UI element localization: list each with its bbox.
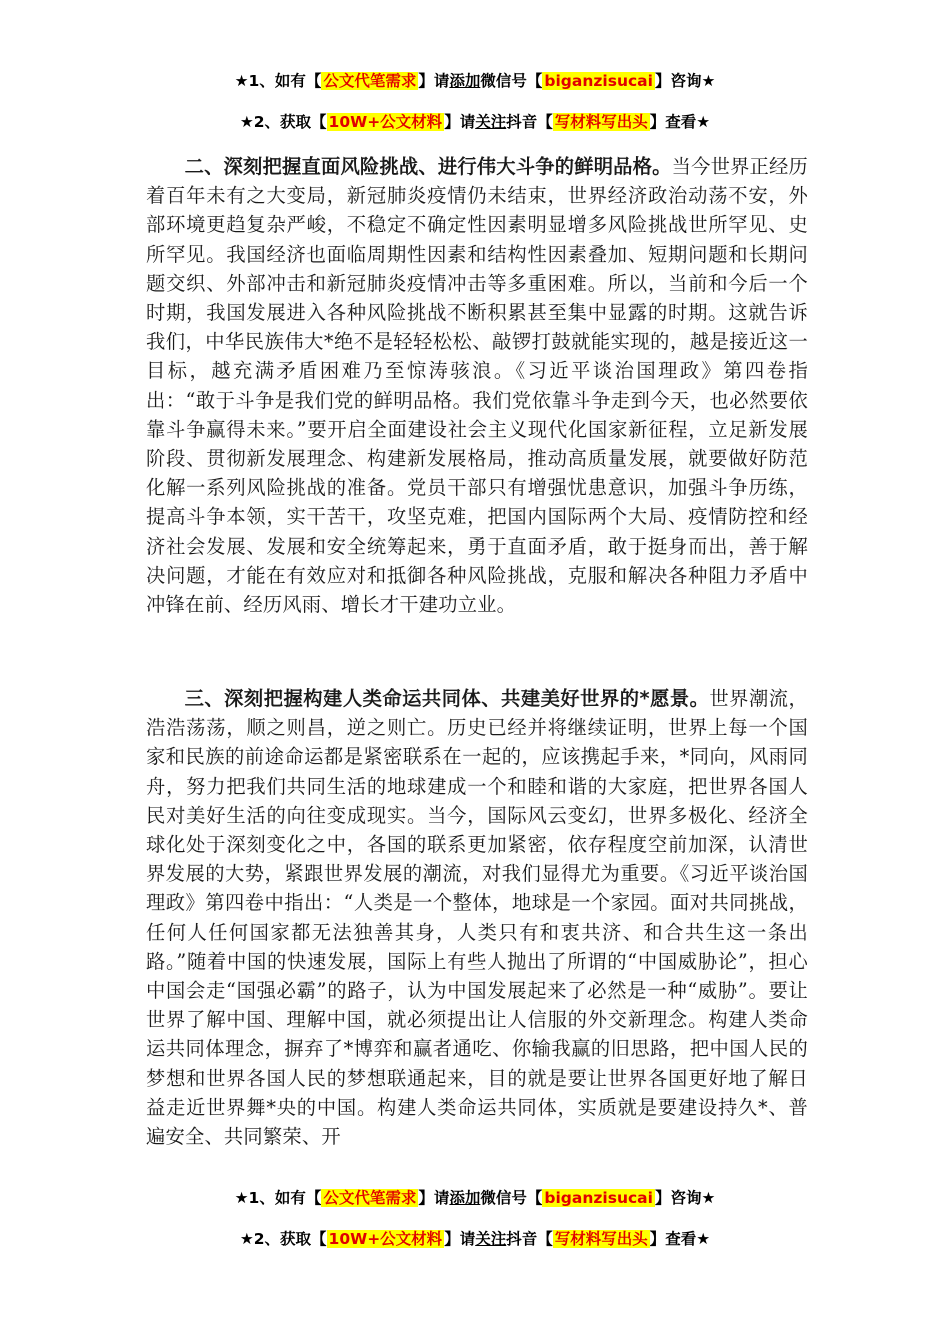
highlight-materials: 10W+公文材料 (328, 1230, 443, 1248)
highlight-wechat-id: biganzisucai (544, 1189, 653, 1207)
banner-text: 1、如有【 (248, 72, 322, 90)
star-icon: ★ (696, 1230, 711, 1248)
banner-text: 】查看 (649, 113, 697, 131)
footer-banner-line-2 (0, 1228, 950, 1250)
section-2-heading: 二、深刻把握直面风险挑战、进行伟大斗争的鲜明品格。 (184, 155, 672, 178)
star-icon: ★ (701, 72, 716, 90)
banner-text: 】查看 (649, 1230, 697, 1248)
star-icon: ★ (701, 1189, 716, 1207)
underlined-add: 添加 (449, 72, 481, 90)
star-icon: ★ (234, 72, 249, 90)
star-icon: ★ (239, 1230, 254, 1248)
highlight-materials: 10W+公文材料 (328, 113, 443, 131)
paragraph-section-3 (146, 684, 808, 1151)
banner-text: 】咨询 (654, 1189, 702, 1207)
highlight-douyin-account: 写材料写出头 (554, 1230, 648, 1248)
header-banner-line-2 (0, 111, 950, 133)
banner-text: 微信号【 (480, 72, 543, 90)
underlined-follow: 关注 (475, 1230, 507, 1248)
banner-text: 】请 (444, 1230, 476, 1248)
banner-text: 2、获取【 (253, 1230, 327, 1248)
highlight-ghostwriting: 公文代笔需求 (323, 1189, 417, 1207)
banner-text: 】请 (418, 72, 450, 90)
star-icon: ★ (239, 113, 254, 131)
banner-text: 】咨询 (654, 72, 702, 90)
section-3-body: 世界潮流，浩浩荡荡，顺之则昌，逆之则亡。历史已经并将继续证明，世界上每一个国家和民族的前途命运都是紧密联系在一起的，应该携起手来，*同向，风雨同舟，努力把我们共同生活的地球建成一个和睦和谐的大家庭，把世界各国人民对美好生活的向往变成现实。当今，国际风云变幻，世界多极化、经济全球化处于深刻变化之中，各国的联系更加紧密，依存程度空前加深，认清世界发展的大势，紧跟世界发展的潮流，对我们显得尤为重要。《习近平谈治国理政》第四卷中指出：“人类是一个整体，地球是一个家园。面对共同挑战，任何人任何国家都无法独善其身，人类只有和衷共济、和合共生这一条出路。”随着中国的快速发展，国际上有些人抛出了所谓的“中国威胁论”，担心中国会走“国强必霸”的路子，认为中国发展起来了必然是一种“威胁”。要让世界了解中国、理解中国，就必须提出让人信服的外交新理念。构建人类命运共同体理念，摒弃了*博弈和赢者通吃、你输我赢的旧思路，把中国人民的梦想和世界各国人民的梦想联通起来，目的就是要让世界各国更好地了解日益走近世界舞*央的中国。构建人类命运共同体，实质就是要建设持久*、普遍安全、共同繁荣、开 (146, 687, 808, 1149)
banner-text: 2、获取【 (253, 113, 327, 131)
footer-banner-line-1 (0, 1187, 950, 1209)
highlight-douyin-account: 写材料写出头 (554, 113, 648, 131)
banner-text: 1、如有【 (248, 1189, 322, 1207)
section-2-body: 当今世界正经历着百年未有之大变局，新冠肺炎疫情仍未结束，世界经济政治动荡不安，外部环境更趋复杂严峻，不稳定不确定性因素明显增多风险挑战世所罕见、史所罕见。我国经济也面临周期性因素和结构性因素叠加、短期问题和长期问题交织、外部冲击和新冠肺炎疫情冲击等多重困难。所以，当前和今后一个时期，我国发展进入各种风险挑战不断积累甚至集中显露的时期。这就告诉我们，中华民族伟大*绝不是轻轻松松、敲锣打鼓就能实现的，越是接近这一目标，越充满矛盾困难乃至惊涛骇浪。《习近平谈治国理政》第四卷指出：“敢于斗争是我们党的鲜明品格。我们党依靠斗争走到今天，也必然要依靠斗争赢得未来。”要开启全面建设社会主义现代化国家新征程，立足新发展阶段、贯彻新发展理念、构建新发展格局，推动高质量发展，就要做好防范化解一系列风险挑战的准备。党员干部只有增强忧患意识，加强斗争历练，提高斗争本领，实干苦干，攻坚克难，把国内国际两个大局、疫情防控和经济社会发展、发展和安全统筹起来，勇于直面矛盾，敢于挺身而出，善于解决问题，才能在有效应对和抵御各种风险挑战，克服和解决各种阻力矛盾中冲锋在前、经历风雨、增长才干建功立业。 (146, 155, 808, 617)
paragraph-section-2 (146, 152, 808, 619)
banner-text: 】请 (444, 113, 476, 131)
highlight-ghostwriting: 公文代笔需求 (323, 72, 417, 90)
banner-text: 抖音【 (506, 113, 553, 131)
highlight-wechat-id: biganzisucai (544, 72, 653, 90)
star-icon: ★ (696, 113, 711, 131)
banner-text: 抖音【 (506, 1230, 553, 1248)
underlined-follow: 关注 (475, 113, 507, 131)
banner-text: 微信号【 (480, 1189, 543, 1207)
star-icon: ★ (234, 1189, 249, 1207)
header-banner-line-1 (0, 70, 950, 92)
section-3-heading: 三、深刻把握构建人类命运共同体、共建美好世界的*愿景。 (184, 687, 710, 710)
underlined-add: 添加 (449, 1189, 481, 1207)
banner-text: 】请 (418, 1189, 450, 1207)
